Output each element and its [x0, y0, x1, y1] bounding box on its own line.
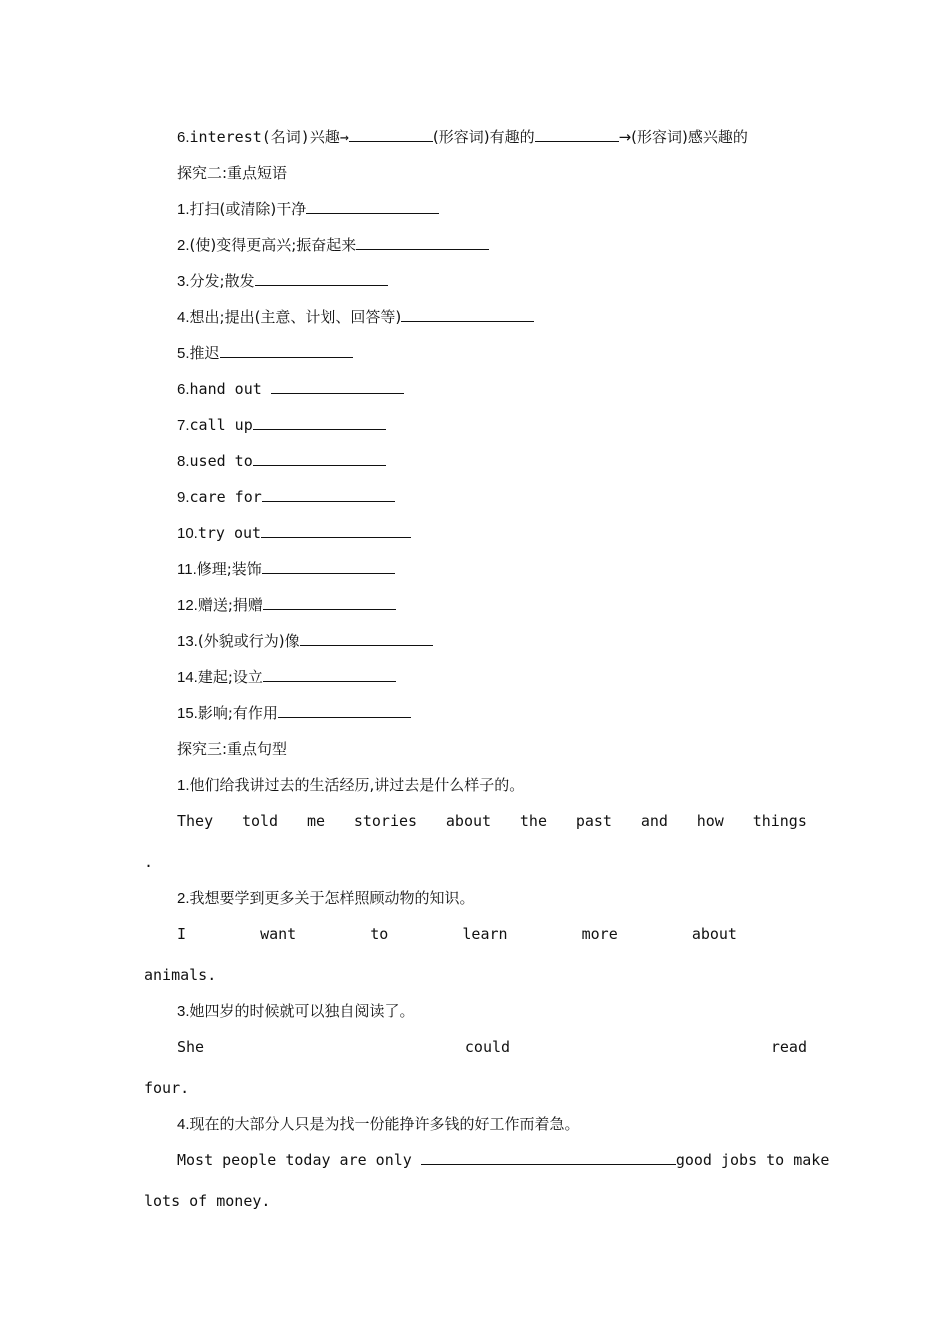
phrase-item [177, 523, 411, 544]
sentence-ending: four. [144, 1079, 190, 1097]
item-number: 12. [177, 597, 198, 614]
answer-blank[interactable] [263, 667, 396, 682]
sentence-prompt [177, 1001, 415, 1022]
sentence-word: things [752, 812, 807, 830]
sentence-word: read [770, 1038, 807, 1056]
phrase-text: 分发;散发 [189, 272, 255, 290]
word-forms-text-b: (形容词)有趣的 [432, 128, 535, 146]
sentence-chinese: 她四岁的时候就可以独自阅读了。 [189, 1002, 415, 1020]
word-forms-text-a: interest(名词)兴趣→ [189, 128, 349, 146]
sentence-word: about [691, 925, 737, 943]
phrase-item [177, 487, 395, 508]
answer-blank[interactable] [421, 1150, 676, 1165]
item-number: 11. [177, 561, 197, 578]
phrase-item [177, 667, 396, 688]
sentence-word: want [260, 925, 297, 943]
sentence-word: could [464, 1038, 511, 1056]
sentence-word: how [696, 812, 724, 830]
phrase-text: 想出;提出(主意、计划、回答等) [189, 308, 402, 326]
sentence-word: to [370, 925, 389, 943]
phrase-item [177, 307, 534, 328]
sentence-chinese: 现在的大部分人只是为找一份能挣许多钱的好工作而着急。 [189, 1115, 580, 1133]
phrase-item [177, 235, 489, 256]
sentence-word: me [306, 812, 325, 830]
phrase-item [177, 631, 433, 652]
answer-blank[interactable] [262, 559, 395, 574]
item-number: 14. [177, 669, 198, 686]
item-number: 1. [177, 777, 190, 794]
phrase-text: try out [197, 524, 262, 542]
sentence-prompt [177, 775, 524, 796]
item-number: 9. [177, 489, 190, 506]
sentence-word: about [445, 812, 492, 830]
sentence-word: past [575, 812, 612, 830]
sentence-word: They [177, 812, 214, 830]
answer-blank[interactable] [300, 631, 433, 646]
answer-blank[interactable] [255, 271, 388, 286]
sentence-word: learn [462, 925, 508, 943]
phrase-text: 推迟 [189, 344, 220, 362]
sentence-prompt [177, 1114, 580, 1135]
phrase-item [177, 271, 388, 292]
sentence-english-line [177, 1150, 829, 1170]
answer-blank[interactable] [253, 415, 386, 430]
phrase-text: 影响;有作用 [197, 704, 278, 722]
item-number: 3. [177, 273, 190, 290]
sentence-word: stories [353, 812, 418, 830]
sentence-word: more [581, 925, 618, 943]
item-number: 4. [177, 309, 190, 326]
phrase-text: (使)变得更高兴;振奋起来 [189, 236, 357, 254]
item-number: 2. [177, 237, 190, 254]
item-number: 6. [177, 381, 190, 398]
sentence-english-line [177, 924, 737, 944]
sentence-english-line [177, 811, 807, 831]
answer-blank[interactable] [271, 379, 404, 394]
sentence-ending: animals. [144, 966, 217, 984]
answer-blank[interactable] [253, 451, 386, 466]
answer-blank[interactable] [356, 235, 489, 250]
sentence-word: I [177, 925, 187, 943]
answer-blank[interactable] [306, 199, 439, 214]
answer-blank[interactable] [278, 703, 411, 718]
sentence-word: and [640, 812, 668, 830]
phrase-item [177, 595, 396, 616]
phrase-item [177, 379, 404, 400]
item-number: 8. [177, 453, 190, 470]
answer-blank[interactable] [535, 127, 619, 142]
phrase-text: care for [189, 488, 262, 506]
answer-blank[interactable] [262, 487, 395, 502]
item-number: 3. [177, 1003, 190, 1020]
section-heading: 探究二:重点短语 [177, 164, 288, 182]
sentence-text-b: good jobs to make [675, 1151, 830, 1169]
phrase-text: hand out [189, 380, 271, 398]
item-number: 10. [177, 525, 198, 542]
sentence-ending: lots of money. [144, 1192, 271, 1210]
sentence-text-a: Most people today are only [177, 1151, 421, 1169]
item-number: 13. [177, 633, 198, 650]
item-number: 4. [177, 1116, 190, 1133]
phrase-item [177, 199, 439, 220]
phrase-item [177, 559, 395, 580]
item-number: 6. [177, 129, 190, 146]
sentence-chinese: 他们给我讲过去的生活经历,讲过去是什么样子的。 [189, 776, 525, 794]
item-number: 2. [177, 890, 190, 907]
sentence-word: the [519, 812, 547, 830]
sentence-ending: . [144, 853, 154, 871]
word-forms-text-c: →(形容词)感兴趣的 [618, 128, 748, 146]
section-heading: 探究三:重点句型 [177, 740, 288, 758]
phrase-item [177, 343, 353, 364]
phrase-text: call up [189, 416, 253, 434]
sentence-word: She [177, 1038, 205, 1056]
sentence-prompt [177, 888, 475, 909]
sentence-english-line [177, 1037, 807, 1057]
item-number: 15. [177, 705, 198, 722]
item-number: 7. [177, 417, 190, 434]
item-number: 1. [177, 201, 190, 218]
phrase-text: used to [189, 452, 253, 470]
item-number: 5. [177, 345, 190, 362]
answer-blank[interactable] [220, 343, 353, 358]
sentence-chinese: 我想要学到更多关于怎样照顾动物的知识。 [189, 889, 475, 907]
answer-blank[interactable] [263, 595, 396, 610]
phrase-text: 打扫(或清除)干净 [189, 200, 307, 218]
answer-blank[interactable] [261, 523, 411, 538]
sentence-word: told [241, 812, 279, 830]
word-forms-line [177, 127, 748, 148]
phrase-text: (外貌或行为)像 [197, 632, 300, 650]
answer-blank[interactable] [349, 127, 433, 142]
phrase-text: 修理;装饰 [196, 560, 262, 578]
phrase-text: 建起;设立 [197, 668, 263, 686]
answer-blank[interactable] [401, 307, 534, 322]
phrase-item [177, 703, 411, 724]
phrase-item [177, 451, 386, 472]
phrase-item [177, 415, 386, 436]
phrase-text: 赠送;捐赠 [197, 596, 263, 614]
